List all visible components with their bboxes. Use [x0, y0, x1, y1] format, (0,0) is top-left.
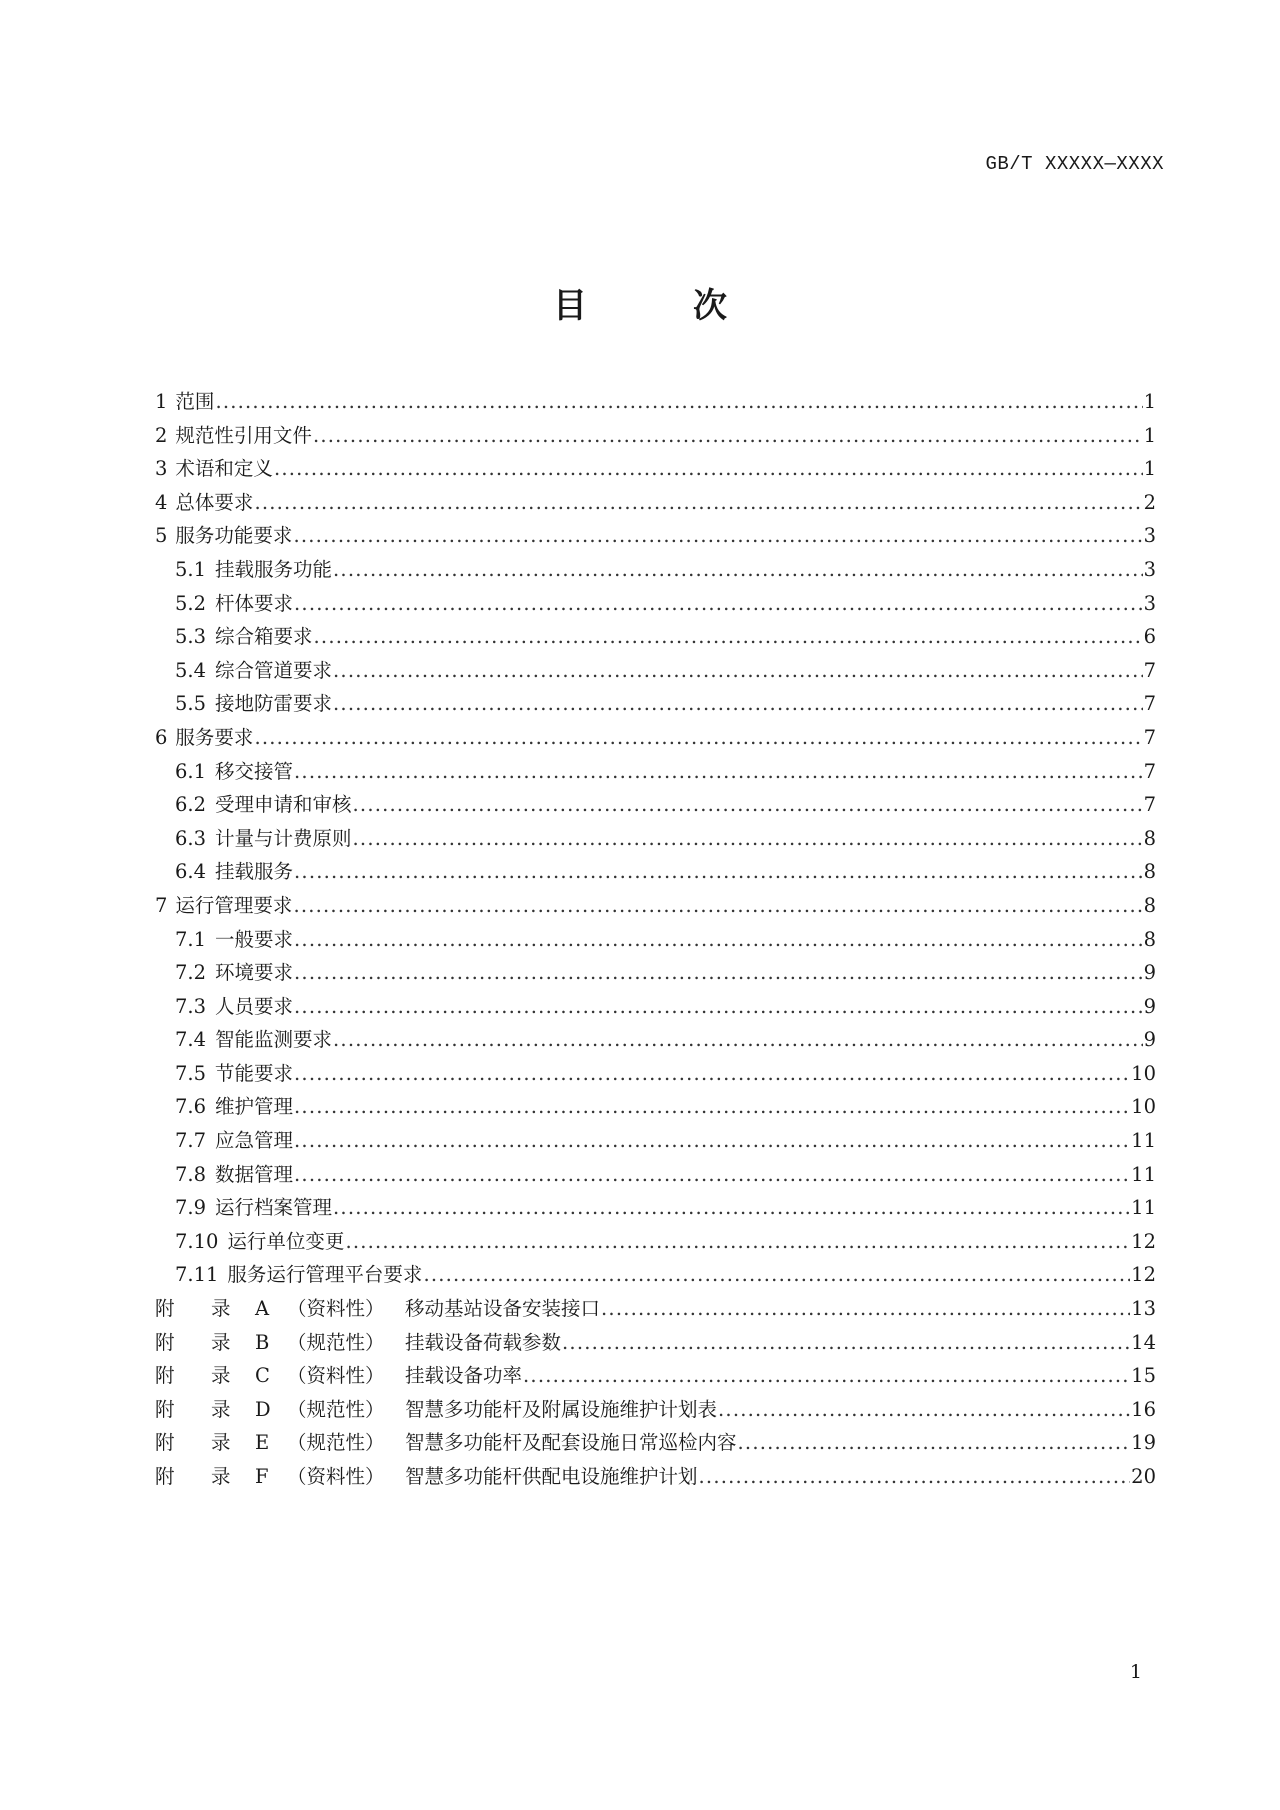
page-title: 目 次 — [553, 286, 763, 326]
toc-entry-page: 14 — [1131, 1330, 1156, 1354]
dot-leader — [314, 625, 1143, 648]
dot-leader — [294, 995, 1143, 1018]
dot-leader — [699, 1465, 1131, 1488]
toc-entry-label: 5 服务功能要求 — [155, 524, 293, 548]
toc-entry[interactable] — [155, 1058, 1156, 1092]
toc-entry[interactable] — [155, 688, 1156, 722]
toc-entry[interactable] — [155, 588, 1156, 622]
toc-entry-page: 11 — [1131, 1196, 1156, 1220]
toc-entry-page: 11 — [1131, 1129, 1156, 1153]
toc-entry-page: 1 — [1143, 457, 1156, 481]
toc-entry-page: 9 — [1143, 961, 1156, 985]
toc-entry-page: 9 — [1143, 994, 1156, 1018]
dot-leader — [353, 827, 1143, 850]
toc-entry-label: 7.10 运行单位变更 — [175, 1229, 345, 1253]
dot-leader — [313, 424, 1143, 447]
toc-entry-label: 6.4 挂载服务 — [175, 860, 294, 884]
toc-entry-label: 7.11 服务运行管理平台要求 — [175, 1263, 423, 1287]
toc-entry[interactable] — [155, 520, 1156, 554]
toc-entry[interactable] — [155, 823, 1156, 857]
toc-entry[interactable] — [155, 890, 1156, 924]
toc-entry-page: 11 — [1131, 1162, 1156, 1186]
toc-entry-label: 4 总体要求 — [155, 490, 254, 514]
toc-entry-page: 7 — [1143, 658, 1156, 682]
toc-entry[interactable] — [155, 453, 1156, 487]
toc-entry[interactable] — [155, 1091, 1156, 1125]
toc-entry-label: 附 录 A （资料性） 移动基站设备安装接口 — [155, 1297, 601, 1321]
toc-entry-page: 9 — [1143, 1028, 1156, 1052]
toc-entry[interactable] — [155, 722, 1156, 756]
toc-entry-page: 15 — [1131, 1364, 1156, 1388]
toc-appendix-entry[interactable] — [155, 1427, 1156, 1461]
document-code: GB/T XXXXX—XXXX — [985, 153, 1164, 175]
toc-entry-label: 7.2 环境要求 — [175, 961, 294, 985]
toc-entry-page: 3 — [1143, 524, 1156, 548]
toc-appendix-entry[interactable] — [155, 1293, 1156, 1327]
toc-entry-page: 6 — [1143, 625, 1156, 649]
toc-entry-label: 7.5 节能要求 — [175, 1061, 294, 1085]
dot-leader — [294, 760, 1143, 783]
dot-leader — [294, 1163, 1130, 1186]
toc-entry-page: 8 — [1143, 826, 1156, 850]
toc-entry-page: 2 — [1143, 490, 1156, 514]
toc-entry-label: 7.9 运行档案管理 — [175, 1196, 333, 1220]
toc-entry-label: 6 服务要求 — [155, 725, 254, 749]
toc-entry[interactable] — [155, 924, 1156, 958]
toc-entry-label: 7 运行管理要求 — [155, 893, 293, 917]
toc-entry-label: 7.6 维护管理 — [175, 1095, 294, 1119]
toc-entry[interactable] — [155, 1125, 1156, 1159]
toc-entry-label: 附 录 F （资料性） 智慧多功能杆供配电设施维护计划 — [155, 1465, 698, 1488]
toc-entry-page: 8 — [1143, 927, 1156, 951]
toc-entry[interactable] — [155, 386, 1156, 420]
toc-entry-page: 19 — [1131, 1431, 1156, 1455]
toc-entry[interactable] — [155, 554, 1156, 588]
dot-leader — [601, 1297, 1130, 1320]
toc-entry[interactable] — [155, 1159, 1156, 1193]
toc-entry-label: 附 录 B （规范性） 挂载设备荷载参数 — [155, 1330, 562, 1354]
toc-entry-page: 13 — [1131, 1297, 1156, 1321]
toc-entry-label: 2 规范性引用文件 — [155, 423, 312, 447]
toc-entry-label: 5.1 挂载服务功能 — [175, 557, 333, 581]
dot-leader — [294, 928, 1143, 951]
toc-entry[interactable] — [155, 655, 1156, 689]
toc-entry-label: 7.8 数据管理 — [175, 1162, 294, 1186]
toc-entry-page: 1 — [1143, 423, 1156, 447]
dot-leader — [254, 491, 1142, 514]
dot-leader — [738, 1431, 1131, 1454]
dot-leader — [293, 524, 1142, 547]
dot-leader — [294, 1095, 1130, 1118]
toc-entry[interactable] — [155, 957, 1156, 991]
toc-entry-page: 8 — [1143, 860, 1156, 884]
dot-leader — [423, 1263, 1130, 1286]
table-of-contents — [155, 386, 1156, 1495]
dot-leader — [562, 1331, 1130, 1354]
toc-entry-label: 7.4 智能监测要求 — [175, 1028, 333, 1052]
toc-entry-label: 6.1 移交接管 — [175, 759, 294, 783]
dot-leader — [345, 1230, 1130, 1253]
toc-entry[interactable] — [155, 621, 1156, 655]
dot-leader — [353, 793, 1143, 816]
toc-entry[interactable] — [155, 487, 1156, 521]
toc-entry[interactable] — [155, 1259, 1156, 1293]
toc-entry-page: 7 — [1143, 725, 1156, 749]
toc-appendix-entry[interactable] — [155, 1461, 1156, 1495]
toc-entry-label: 5.2 杆体要求 — [175, 591, 294, 615]
toc-entry-page: 8 — [1143, 893, 1156, 917]
toc-entry-label: 附 录 E （规范性） 智慧多功能杆及配套设施日常巡检内容 — [155, 1431, 737, 1455]
toc-entry-label: 5.3 综合箱要求 — [175, 625, 313, 649]
dot-leader — [333, 1196, 1130, 1219]
toc-entry-page: 12 — [1131, 1263, 1156, 1287]
dot-leader — [523, 1364, 1130, 1387]
toc-entry-page: 12 — [1131, 1229, 1156, 1253]
dot-leader — [718, 1398, 1130, 1421]
toc-entry-page: 7 — [1143, 793, 1156, 817]
page-number: 1 — [1129, 1661, 1142, 1683]
toc-entry-page: 1 — [1143, 390, 1156, 413]
dot-leader — [294, 1062, 1130, 1085]
dot-leader — [333, 692, 1143, 715]
toc-entry-label: 7.1 一般要求 — [175, 927, 294, 951]
dot-leader — [293, 894, 1142, 917]
dot-leader — [294, 860, 1143, 883]
toc-entry-page: 10 — [1131, 1061, 1156, 1085]
toc-entry-label: 6.3 计量与计费原则 — [175, 826, 352, 850]
toc-entry-page: 3 — [1143, 557, 1156, 581]
toc-appendix-entry[interactable] — [155, 1360, 1156, 1394]
dot-leader — [294, 592, 1143, 615]
dot-leader — [274, 457, 1143, 480]
dot-leader — [333, 1028, 1143, 1051]
toc-appendix-entry[interactable] — [155, 1327, 1156, 1361]
toc-entry-page: 7 — [1143, 759, 1156, 783]
toc-entry-page: 3 — [1143, 591, 1156, 615]
dot-leader — [333, 558, 1143, 581]
toc-entry[interactable] — [155, 420, 1156, 454]
toc-entry-label: 7.3 人员要求 — [175, 994, 294, 1018]
toc-entry-label: 1 范围 — [155, 390, 215, 413]
toc-entry-label: 附 录 D （规范性） 智慧多功能杆及附属设施维护计划表 — [155, 1397, 718, 1421]
toc-entry-page: 10 — [1131, 1095, 1156, 1119]
dot-leader — [333, 659, 1143, 682]
toc-entry-label: 3 术语和定义 — [155, 457, 273, 481]
dot-leader — [254, 726, 1142, 749]
toc-appendix-entry[interactable] — [155, 1394, 1156, 1428]
dot-leader — [215, 390, 1142, 413]
toc-entry[interactable] — [155, 856, 1156, 890]
toc-entry-label: 5.4 综合管道要求 — [175, 658, 333, 682]
toc-entry-page: 20 — [1131, 1465, 1156, 1488]
toc-entry-label: 6.2 受理申请和审核 — [175, 793, 352, 817]
toc-entry[interactable] — [155, 1192, 1156, 1226]
toc-entry[interactable] — [155, 756, 1156, 790]
toc-entry-label: 附 录 C （资料性） 挂载设备功率 — [155, 1364, 523, 1388]
toc-entry-label: 7.7 应急管理 — [175, 1129, 294, 1153]
toc-entry[interactable] — [155, 1226, 1156, 1260]
dot-leader — [294, 1129, 1130, 1152]
toc-entry[interactable] — [155, 1024, 1156, 1058]
toc-entry-label: 5.5 接地防雷要求 — [175, 692, 333, 716]
dot-leader — [294, 961, 1143, 984]
toc-entry[interactable] — [155, 789, 1156, 823]
toc-entry-page: 7 — [1143, 692, 1156, 716]
toc-entry[interactable] — [155, 991, 1156, 1025]
toc-entry-page: 16 — [1131, 1397, 1156, 1421]
